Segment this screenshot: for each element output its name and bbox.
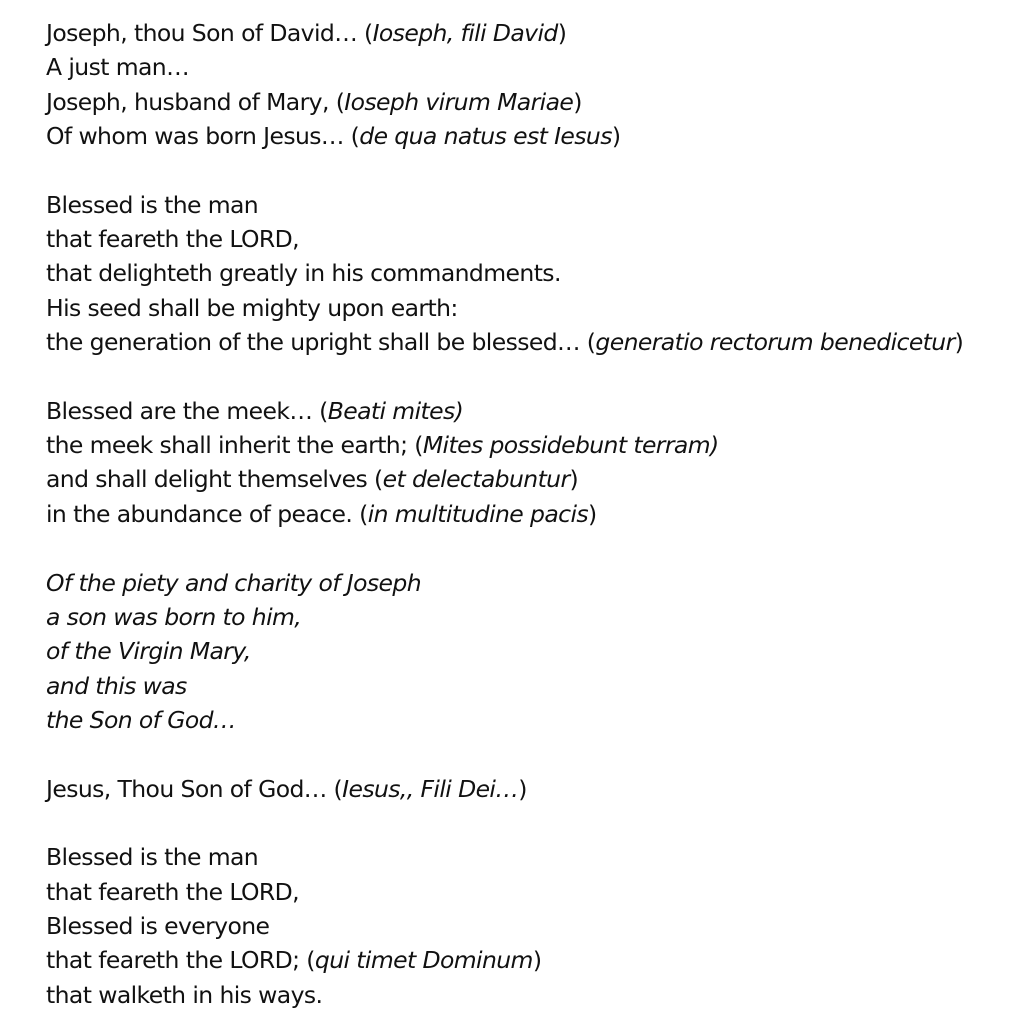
stanza-gap [46, 153, 1016, 187]
stanza-4 [46, 566, 1016, 738]
latin-italic-text: a son was born to him, [46, 602, 302, 631]
line-text: ) [954, 328, 964, 357]
line-text: Blessed is the man [46, 190, 259, 219]
latin-italic-text: the Son of God… [46, 705, 236, 734]
line-text: ) [573, 87, 582, 116]
latin-italic-text: generatio rectorum benedicetur [595, 328, 955, 357]
poem-line [46, 600, 1016, 634]
poem-line [46, 566, 1016, 600]
line-text: Of whom was born Jesus… ( [46, 122, 360, 151]
latin-italic-text: et delectabuntur [382, 465, 570, 494]
stanza-5 [46, 772, 1016, 806]
latin-italic-text: de qua natus est Iesus [359, 122, 612, 151]
latin-italic-text: Mites possidebunt terram) [422, 431, 719, 460]
line-text: that feareth the LORD; ( [46, 946, 315, 975]
latin-italic-text: Iesus,, Fili Dei… [342, 774, 519, 803]
poem-line [46, 875, 1016, 909]
latin-italic-text: Ioseph virum Mariae [344, 87, 574, 116]
latin-italic-text: qui timet Dominum [314, 946, 533, 975]
line-text: that walketh in his ways. [46, 980, 323, 1009]
stanza-gap [46, 737, 1016, 771]
line-text: the generation of the upright shall be blessed… ( [46, 328, 596, 357]
line-text: A just man… [46, 53, 189, 82]
poem-line [46, 840, 1016, 874]
poem-line [46, 909, 1016, 943]
poem-line [46, 256, 1016, 290]
line-text: ) [557, 19, 567, 47]
latin-italic-text: Of the piety and charity of Joseph [46, 568, 421, 597]
latin-italic-text: Beati mites) [327, 396, 464, 425]
line-text: Joseph, husband of Mary, ( [46, 87, 345, 116]
line-text: ) [611, 122, 621, 151]
line-text: that delighteth greatly in his commandments. [46, 259, 561, 288]
latin-italic-text: in multitudine pacis [367, 499, 589, 528]
poem-line [46, 394, 1016, 428]
line-text: His seed shall be mighty upon earth: [46, 293, 458, 322]
poem-line [46, 669, 1016, 703]
line-text: Blessed are the meek… ( [46, 396, 328, 425]
stanza-6 [46, 840, 1016, 1012]
poem-line [46, 497, 1016, 531]
poem-line [46, 462, 1016, 496]
line-text: that feareth the LORD, [46, 877, 299, 906]
line-text: the meek shall inherit the earth; ( [46, 431, 423, 460]
line-text: ) [569, 465, 579, 494]
poem-line [46, 85, 1016, 119]
latin-italic-text: Ioseph, fili David [372, 19, 558, 47]
line-text: Jesus, Thou Son of God… ( [46, 774, 343, 803]
line-text: Blessed is the man [46, 843, 259, 872]
poem-line [46, 943, 1016, 977]
poem-line [46, 772, 1016, 806]
line-text: ) [588, 499, 597, 528]
line-text: that feareth the LORD, [46, 225, 299, 254]
line-text: in the abundance of peace. ( [46, 499, 368, 528]
line-text: ) [532, 946, 542, 975]
poem-line [46, 119, 1016, 153]
latin-italic-text: and this was [46, 671, 187, 700]
stanza-1 [46, 16, 1016, 153]
poem-line [46, 16, 1016, 50]
poem-line [46, 703, 1016, 737]
poem-line [46, 325, 1016, 359]
latin-italic-text: of the Virgin Mary, [46, 637, 251, 666]
poem-line [46, 50, 1016, 84]
line-text: ) [518, 774, 527, 803]
line-text: Blessed is everyone [46, 911, 270, 940]
poem-line [46, 188, 1016, 222]
stanza-2 [46, 188, 1016, 360]
stanza-gap [46, 359, 1016, 393]
poem-text [46, 16, 1016, 1012]
poem-line [46, 291, 1016, 325]
stanza-gap [46, 531, 1016, 565]
poem-line [46, 428, 1016, 462]
line-text: and shall delight themselves ( [46, 465, 383, 494]
poem-line [46, 222, 1016, 256]
poem-line [46, 978, 1016, 1012]
line-text: Joseph, thou Son of David… ( [46, 19, 373, 47]
stanza-gap [46, 806, 1016, 840]
stanza-3 [46, 394, 1016, 531]
poem-line [46, 634, 1016, 668]
